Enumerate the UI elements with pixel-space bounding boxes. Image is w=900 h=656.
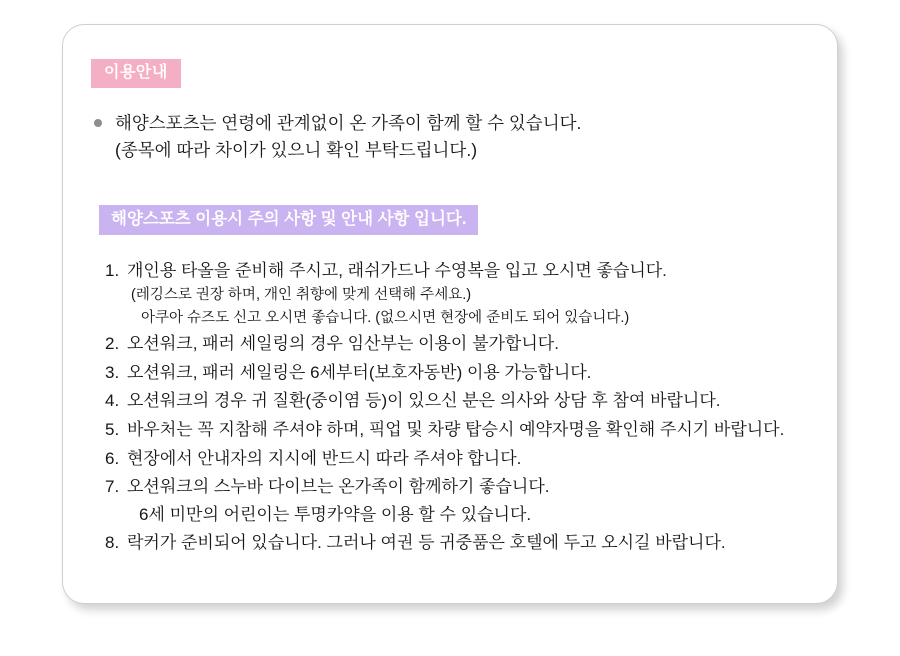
list-item-subtext: 6세 미만의 어린이는 투명카약을 이용 할 수 있습니다. xyxy=(139,504,532,524)
list-item xyxy=(105,529,813,557)
card-content xyxy=(91,59,813,558)
list-item-text: 오션워크, 패러 세일링은 6세부터(보호자동반) 이용 가능합니다. xyxy=(127,362,592,382)
list-item-number: 8. xyxy=(105,533,120,553)
usage-guide-line-1: 해양스포츠는 연령에 관계없이 온 가족이 함께 할 수 있습니다. xyxy=(115,112,582,133)
list-item-text: 락커가 준비되어 있습니다. 그러나 여권 등 귀중품은 호텔에 두고 오시길 바랍니다. xyxy=(127,533,726,553)
bullet-dot-icon xyxy=(94,119,102,127)
list-item-text: 현장에서 안내자의 지시에 반드시 따라 주셔야 합니다. xyxy=(127,448,522,468)
list-item-number: 6. xyxy=(105,448,120,468)
usage-guide-badge: 이용안내 xyxy=(91,59,181,88)
list-item-text: 오션워크의 경우 귀 질환(중이염 등)이 있으신 분은 의사와 상담 후 참여 바랍니다. xyxy=(127,391,721,411)
list-item xyxy=(105,416,813,444)
list-item-number: 1. xyxy=(105,260,120,280)
list-item-subtext: 아쿠아 슈즈도 신고 오시면 좋습니다. (없으시면 현장에 준비도 되어 있습니다.) xyxy=(141,309,630,326)
usage-guide-line-2: (종목에 따라 차이가 있으니 확인 부탁드립니다.) xyxy=(115,139,478,160)
list-item xyxy=(105,473,813,528)
info-card xyxy=(62,24,838,604)
list-item xyxy=(105,387,813,415)
precautions-list xyxy=(105,257,813,557)
precautions-badge: 해양스포츠 이용시 주의 사항 및 안내 사항 입니다. xyxy=(99,205,478,235)
list-item-number: 7. xyxy=(105,477,120,497)
list-item-text: 바우처는 꼭 지참해 주셔야 하며, 픽업 및 차량 탑승시 예약자명을 확인해 주시기 바랍니다. xyxy=(127,420,785,439)
list-item-number: 4. xyxy=(105,391,120,411)
usage-guide-bullet xyxy=(91,110,813,163)
list-item xyxy=(105,359,813,387)
list-item-subtext: (레깅스로 권장 하며, 개인 취향에 맞게 선택해 주세요.) xyxy=(131,287,472,304)
list-item-number: 3. xyxy=(105,362,120,382)
list-item xyxy=(105,257,813,329)
list-item xyxy=(105,330,813,358)
list-item xyxy=(105,445,813,473)
list-item-number: 5. xyxy=(105,420,120,439)
list-item-text: 오션워크, 패러 세일링의 경우 임산부는 이용이 불가합니다. xyxy=(127,334,559,354)
list-item-text: 오션워크의 스누바 다이브는 온가족이 함께하기 좋습니다. xyxy=(127,477,550,497)
list-item-text: 개인용 타올을 준비해 주시고, 래쉬가드나 수영복을 입고 오시면 좋습니다. xyxy=(127,260,667,280)
list-item-number: 2. xyxy=(105,334,120,354)
